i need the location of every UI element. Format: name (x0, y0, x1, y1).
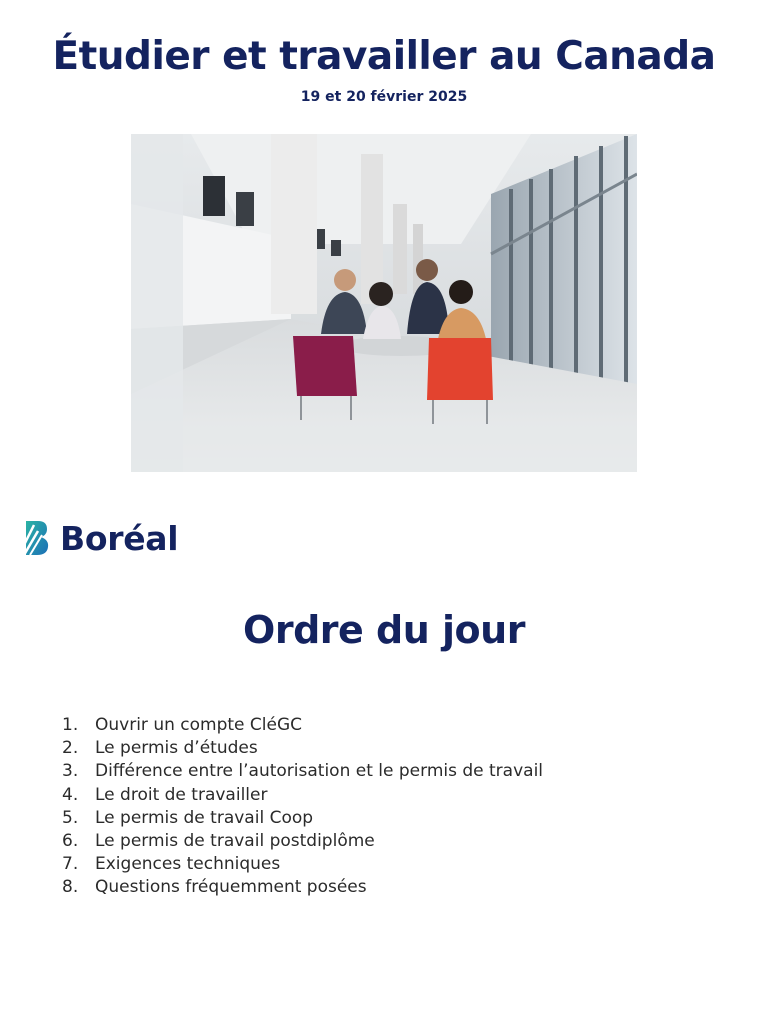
agenda-item-label: Le permis de travail postdiplôme (95, 830, 375, 851)
agenda-item-label: Exigences techniques (95, 854, 281, 875)
agenda-item-number: 1. (62, 715, 79, 735)
agenda-item (62, 830, 543, 853)
agenda-list (62, 714, 543, 900)
agenda-item-number: 6. (62, 830, 79, 851)
agenda-item-label: Questions fréquemment posées (95, 877, 367, 898)
boreal-logo (20, 518, 178, 558)
agenda-item-label: Différence entre l’autorisation et le permis de travail (95, 761, 544, 782)
agenda-item-label: Le permis d’études (95, 738, 258, 759)
agenda-item-number: 5. (62, 807, 79, 828)
agenda-item-number: 4. (62, 784, 79, 805)
boreal-logo-icon (20, 519, 50, 557)
agenda-item (62, 760, 543, 783)
agenda-item (62, 876, 543, 899)
agenda-item-number: 2. (62, 738, 79, 759)
agenda-item (62, 853, 543, 876)
agenda-item (62, 737, 543, 760)
page-title: Étudier et travailler au Canada (52, 34, 716, 79)
agenda-item (62, 784, 543, 807)
agenda-item-number: 8. (62, 877, 79, 898)
agenda-item-label: Le droit de travailler (95, 784, 268, 805)
agenda-item-label: Le permis de travail Coop (95, 807, 314, 828)
agenda-item-number: 7. (62, 854, 79, 875)
agenda-item (62, 807, 543, 830)
agenda-title: Ordre du jour (243, 608, 525, 652)
agenda-item-number: 3. (62, 761, 79, 782)
agenda-item (62, 714, 543, 737)
logo-text: Boréal (60, 518, 179, 558)
hero-photo (131, 134, 637, 472)
page-date: 19 et 20 février 2025 (300, 89, 468, 105)
agenda-item-label: Ouvrir un compte CléGC (95, 715, 302, 735)
